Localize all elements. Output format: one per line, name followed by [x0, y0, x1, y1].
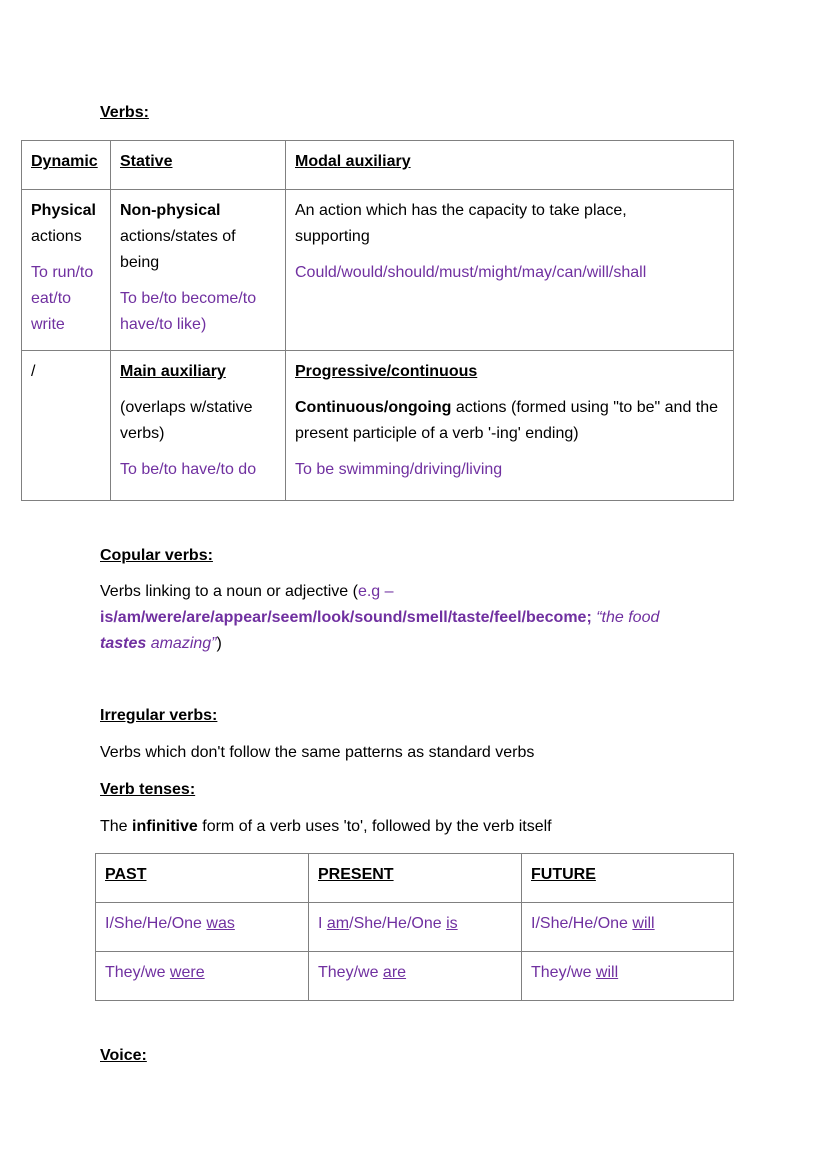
- header-cell-dynamic: [22, 141, 111, 190]
- present-singular-is: is: [446, 915, 458, 932]
- present-plural-subject: They/we: [318, 964, 383, 981]
- slash-text: /: [31, 363, 36, 380]
- copular-seg-intro: Verbs linking to a noun or adjective (: [100, 583, 358, 600]
- present-singular-am: am: [326, 915, 350, 932]
- dynamic-description-lead: Physical: [31, 202, 96, 219]
- header-present-label: PRESENT: [318, 866, 394, 883]
- modal-examples: Could/would/should/must/might/may/can/will/shall: [295, 264, 647, 281]
- cell-progressive: [286, 351, 734, 501]
- header-dynamic-label: Dynamic: [31, 153, 98, 170]
- copular-verbs-paragraph: [100, 579, 660, 657]
- present-plural-verb: are: [382, 964, 407, 981]
- cell-stative-definition: [111, 190, 286, 351]
- header-stative-label: Stative: [120, 153, 173, 170]
- verb-table-row-definitions: [22, 190, 734, 351]
- header-past-label: PAST: [105, 866, 147, 883]
- verbs-heading: Verbs:: [100, 104, 149, 121]
- progressive-title: [295, 359, 724, 385]
- progressive-description-lead: Continuous/ongoing: [295, 399, 452, 416]
- header-cell-present: [309, 854, 522, 903]
- future-plural-subject: They/we: [531, 964, 596, 981]
- voice-heading: Voice:: [100, 1047, 147, 1064]
- past-plural-verb: were: [169, 964, 205, 981]
- header-cell-past: [96, 854, 309, 903]
- verb-types-table: [21, 140, 734, 501]
- main-auxiliary-examples: To be/to have/to do: [120, 461, 257, 478]
- main-auxiliary-title-text: Main auxiliary: [120, 363, 226, 380]
- future-singular-subject: I/She/He/One: [531, 915, 633, 932]
- present-singular-subjects: /She/He/One: [349, 915, 447, 932]
- verb-tenses-heading: Verb tenses:: [100, 781, 196, 798]
- main-auxiliary-note: (overlaps w/stative verbs): [120, 399, 253, 442]
- past-singular-subject: I/She/He/One: [105, 915, 207, 932]
- cell-modal-definition: [286, 190, 734, 351]
- header-modal-auxiliary-label: Modal auxiliary: [295, 153, 411, 170]
- stative-description-rest: actions/states of being: [120, 228, 236, 271]
- past-singular-verb: was: [206, 915, 235, 932]
- copular-seg-quote-end: amazing”: [146, 635, 217, 652]
- cell-future-singular: [522, 903, 734, 952]
- stative-examples: To be/to become/to have/to like): [120, 290, 257, 333]
- header-cell-stative: [111, 141, 286, 190]
- future-singular-verb: will: [632, 915, 655, 932]
- present-singular-i: I: [318, 915, 327, 932]
- irregular-verbs-heading: Irregular verbs:: [100, 707, 218, 724]
- cell-present-singular: [309, 903, 522, 952]
- future-plural-verb: will: [595, 964, 619, 981]
- progressive-examples: To be swimming/driving/living: [295, 461, 503, 478]
- tense-table-row-singular: [96, 903, 734, 952]
- cell-dynamic-definition: [22, 190, 111, 351]
- cell-past-plural: [96, 952, 309, 1001]
- stative-description-lead: Non-physical: [120, 202, 221, 219]
- modal-description: An action which has the capacity to take place, supporting: [295, 202, 627, 245]
- main-auxiliary-title: [120, 359, 276, 385]
- irregular-verbs-text: Verbs which don't follow the same patterns as standard verbs: [100, 744, 535, 761]
- progressive-description-rest: actions (formed using "to be" and the present participle of a verb '-ing' ending): [295, 399, 719, 442]
- cell-past-singular: [96, 903, 309, 952]
- tenses-seg-the: The: [100, 818, 133, 835]
- dynamic-description: [31, 198, 101, 250]
- copular-seg-close-paren: ): [216, 635, 222, 652]
- verb-table-row-auxiliary: [22, 351, 734, 501]
- copular-seg-quote-start: “the food: [591, 609, 660, 626]
- progressive-description: [295, 395, 724, 447]
- tense-table: [95, 853, 734, 1001]
- cell-slash: [22, 351, 111, 501]
- verb-table-header-row: [22, 141, 734, 190]
- stative-description: [120, 198, 276, 276]
- header-future-label: FUTURE: [531, 866, 596, 883]
- cell-future-plural: [522, 952, 734, 1001]
- copular-seg-verb-list: is/am/were/are/appear/seem/look/sound/smell/taste/feel/become;: [100, 609, 592, 626]
- header-cell-future: [522, 854, 734, 903]
- cell-main-auxiliary: [111, 351, 286, 501]
- header-cell-modal-auxiliary: [286, 141, 734, 190]
- tense-table-row-plural: [96, 952, 734, 1001]
- dynamic-examples: To run/to eat/to write: [31, 264, 94, 333]
- tense-table-header-row: [96, 854, 734, 903]
- copular-seg-tastes: tastes: [100, 635, 147, 652]
- copular-seg-eg: e.g –: [357, 583, 394, 600]
- progressive-title-text: Progressive/continuous: [295, 363, 478, 380]
- cell-present-plural: [309, 952, 522, 1001]
- tenses-seg-infinitive: infinitive: [132, 818, 198, 835]
- tenses-seg-rest: form of a verb uses 'to', followed by the verb itself: [197, 818, 552, 835]
- dynamic-description-rest: actions: [31, 228, 82, 245]
- verb-tenses-text: [100, 814, 828, 840]
- copular-verbs-heading: Copular verbs:: [100, 547, 213, 564]
- past-plural-subject: They/we: [105, 964, 170, 981]
